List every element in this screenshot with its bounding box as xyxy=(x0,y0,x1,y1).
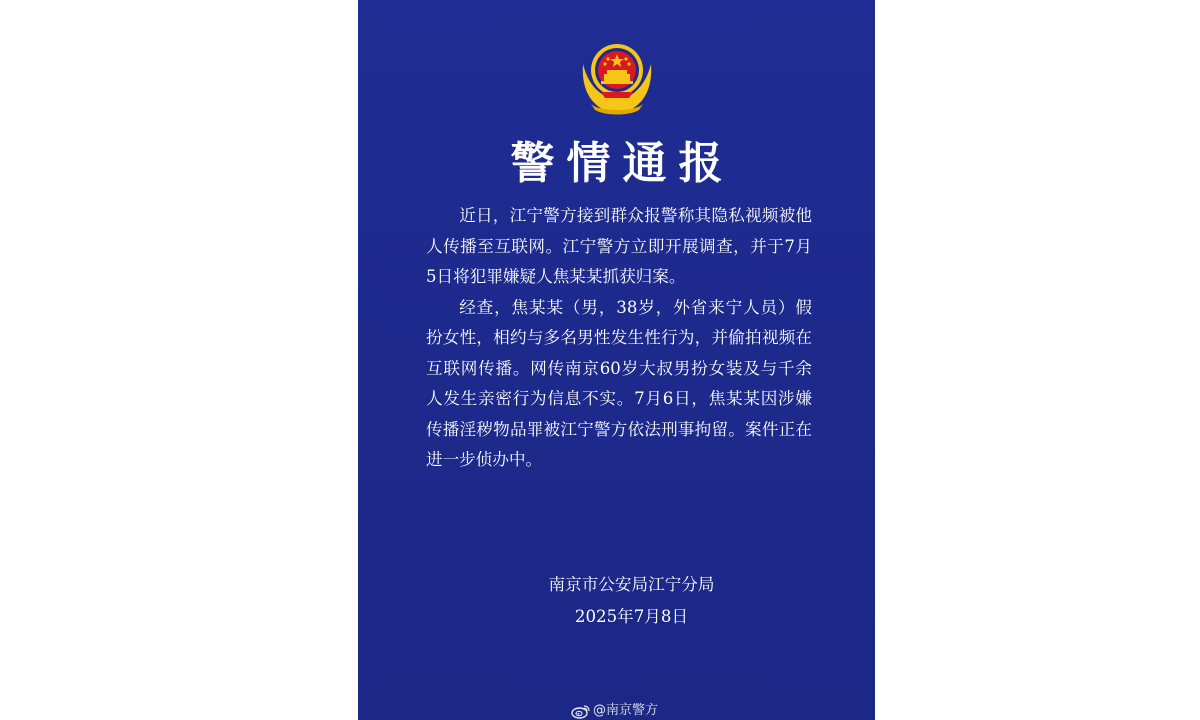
issue-date: 2025年7月8日 xyxy=(574,607,689,626)
weibo-watermark xyxy=(571,702,658,720)
issuer-name: 南京市公安局江宁分局 xyxy=(548,575,715,594)
notice-title: 警情通报 xyxy=(510,138,735,189)
notice-paragraph: 近日，江宁警方接到群众报警称其隐私视频被他人传播至互联网。江宁警方立即开展调查，并于7月5日将犯罪嫌疑人焦某某抓获归案。 xyxy=(426,206,812,286)
notice-body xyxy=(426,201,812,476)
watermark-text: @南京警方 xyxy=(593,703,659,718)
notice-paragraph: 经查，焦某某（男，38岁，外省来宁人员）假扮女性，相约与多名男性发生性行为，并偷拍视频在互联网传播。网传南京60岁大叔男扮女装及与千余人发生亲密行为信息不实。7月6日，焦某某因涉嫌传播淫秽物品罪被江宁警方依法刑事拘留。案件正在进一步侦办中。 xyxy=(426,297,812,469)
weibo-icon xyxy=(571,703,591,719)
police-notice-panel xyxy=(358,0,875,720)
police-emblem-icon xyxy=(577,34,657,118)
